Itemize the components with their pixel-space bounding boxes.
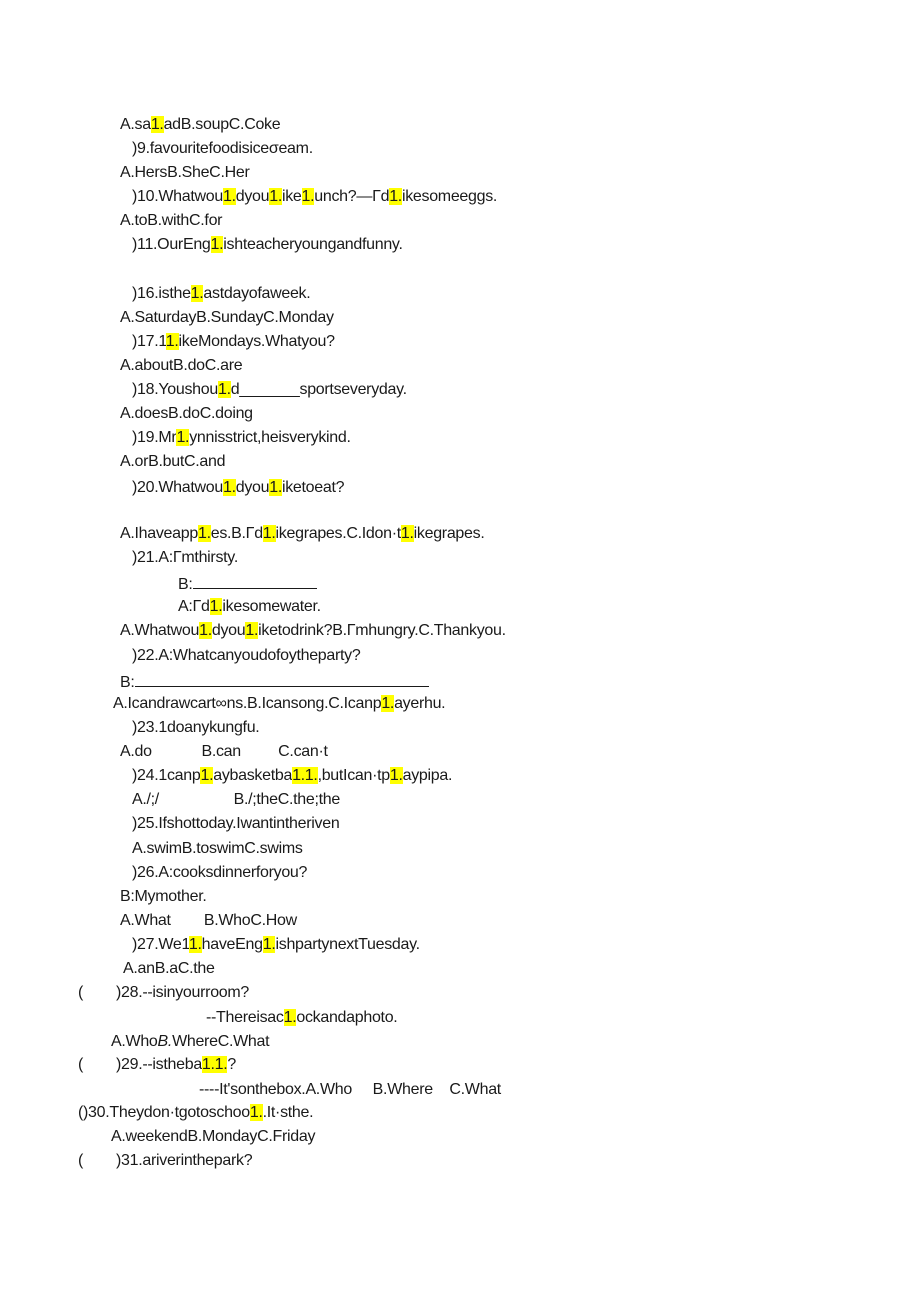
line-text: A.anB.aC.the [123, 960, 215, 977]
answer-paren: ( [78, 1152, 84, 1169]
highlighted-text: 1. [190, 285, 204, 302]
worksheet-line [132, 332, 335, 352]
line-text: ikesomeeggs. [401, 188, 498, 205]
worksheet-line [111, 1032, 269, 1052]
worksheet-line [132, 863, 307, 883]
highlighted-text: 1. [165, 333, 179, 350]
line-text: dyou [211, 622, 246, 639]
worksheet-line [120, 742, 328, 762]
highlighted-text: 1. [150, 116, 164, 133]
line-text: ishpartynextTuesday. [275, 936, 420, 953]
worksheet-line [120, 308, 334, 328]
line-text: )21.A:Γmthirsty. [132, 549, 238, 566]
line-text: ----It'sonthebox.A.Who B.Where C.What [199, 1081, 501, 1098]
line-text: )31.ariverinthepark? [116, 1152, 253, 1169]
line-text: aypipa. [402, 767, 453, 784]
line-text: A.aboutB.doC.are [120, 357, 243, 374]
line-text: )29.--istheba [116, 1056, 202, 1073]
line-text: A.Who [111, 1033, 158, 1050]
line-text: ike [281, 188, 302, 205]
highlighted-text: 1. [283, 1009, 297, 1026]
line-text: )28.--isinyourroom? [116, 984, 250, 1001]
line-text: A.swimB.toswimC.swims [132, 840, 303, 857]
highlighted-text: 1. [222, 188, 236, 205]
line-text: ikegrapes. [413, 525, 485, 542]
line-text: A:Γd [178, 598, 210, 615]
worksheet-line [120, 524, 484, 544]
highlighted-text: 1. [262, 936, 276, 953]
worksheet-line [120, 163, 249, 183]
line-text: ,butIcan·tp [317, 767, 390, 784]
worksheet-line [120, 404, 253, 424]
line-text: d_______sportseveryday. [230, 381, 407, 398]
worksheet-line [132, 718, 259, 738]
line-text: A.weekendB.MondayC.Friday [111, 1128, 316, 1145]
worksheet-line [132, 428, 351, 448]
highlighted-text: 1. [176, 429, 190, 446]
worksheet-line [123, 959, 215, 979]
line-text: A.SaturdayB.SundayC.Monday [120, 309, 334, 326]
highlighted-text: 1. [389, 767, 403, 784]
highlighted-text: 1. [389, 188, 402, 205]
highlighted-text: 1. [188, 936, 202, 953]
line-text: )18.Youshou [132, 381, 218, 398]
line-text: A.doesB.doC.doing [120, 405, 253, 422]
line-text: ockandaphoto. [296, 1009, 398, 1026]
worksheet-line [132, 139, 313, 159]
worksheet-line [132, 814, 339, 834]
line-text: es.B.Γd [210, 525, 263, 542]
line-text: dyou [235, 188, 270, 205]
worksheet-line [132, 548, 238, 568]
worksheet-line [132, 478, 344, 498]
line-text: )23.1doanykungfu. [132, 719, 260, 736]
worksheet-line [132, 187, 497, 207]
highlighted-text: 1.1. [201, 1056, 228, 1073]
line-text: dyou [235, 479, 270, 496]
worksheet-line [132, 839, 303, 859]
highlighted-text: 1. [209, 598, 223, 615]
worksheet-line [120, 356, 242, 376]
highlighted-text: 1. [245, 622, 259, 639]
line-text: A.What B.WhoC.How [120, 912, 297, 929]
line-text: )11.OurEng [132, 236, 211, 253]
highlighted-text: 1. [381, 695, 395, 712]
highlighted-text: 1. [400, 525, 414, 542]
worksheet-line [132, 935, 420, 955]
worksheet-line [120, 211, 222, 231]
highlighted-text: 1. [222, 479, 236, 496]
line-text: )24.1canp [132, 767, 201, 784]
line-text: WhereC.What [172, 1033, 270, 1050]
worksheet-line [132, 284, 310, 304]
line-text: ? [227, 1056, 237, 1073]
worksheet-line [132, 766, 452, 786]
line-text: ayerhu. [394, 695, 446, 712]
line-text: A.Icandrawcart∞ns.B.Icansong.C.Icanp [113, 695, 382, 712]
line-text: A.Ihaveapp [120, 525, 198, 542]
line-text: iketoeat? [281, 479, 345, 496]
line-text: ()30.Theydon·tgotoschoo [78, 1104, 250, 1121]
line-text: B. [157, 1033, 173, 1050]
line-text: A./;/ B./;theC.the;the [132, 791, 340, 808]
line-text: )17.1 [132, 333, 166, 350]
highlighted-text: 1. [199, 622, 212, 639]
line-text: )22.A:Whatcanyoudofoytheparty? [132, 647, 361, 664]
line-text: )27.We1 [132, 936, 189, 953]
worksheet-line [120, 115, 280, 135]
line-text: )25.Ifshottoday.Iwantintheriven [132, 815, 340, 832]
line-text: A.HersB.SheC.Her [120, 164, 250, 181]
highlighted-text: 1.1. [292, 767, 318, 784]
answer-paren: ( [78, 1056, 84, 1073]
answer-blank [135, 670, 429, 687]
worksheet-line [178, 597, 321, 617]
worksheet-line [132, 235, 403, 255]
line-text: .It·sthe. [262, 1104, 314, 1121]
worksheet-line [78, 983, 249, 1003]
line-text: ynnisstrict,heisverykind. [189, 429, 351, 446]
highlighted-text: 1. [262, 525, 276, 542]
line-text: haveEng [201, 936, 263, 953]
line-text: ikegrapes.C.Idon·t [275, 525, 401, 542]
line-text: ishteacheryoungandfunny. [223, 236, 403, 253]
worksheet-line [120, 670, 429, 693]
highlighted-text: 1. [269, 188, 282, 205]
worksheet-line [120, 911, 297, 931]
worksheet-line [113, 694, 445, 714]
worksheet-line [78, 1055, 236, 1075]
worksheet-line [178, 572, 317, 595]
line-text: A.sa [120, 116, 151, 133]
line-text: --Thereisac [206, 1009, 284, 1026]
highlighted-text: 1. [249, 1104, 263, 1121]
highlighted-text: 1. [217, 381, 231, 398]
line-text: )19.Mr [132, 429, 177, 446]
worksheet-line [120, 452, 225, 472]
line-text: )10.Whatwou [132, 188, 223, 205]
highlighted-text: 1. [269, 479, 282, 496]
worksheet-line [78, 1151, 252, 1171]
line-text: iketodrink?B.Γmhungry.C.Thankyou. [258, 622, 506, 639]
worksheet-line [206, 1008, 397, 1028]
highlighted-text: 1. [210, 236, 224, 253]
line-text: A.Whatwou [120, 622, 200, 639]
worksheet-line [132, 380, 407, 400]
highlighted-text: 1. [197, 525, 211, 542]
worksheet-line [120, 621, 506, 641]
line-text: astdayofaweek. [203, 285, 311, 302]
line-text: ikeMondays.Whatyou? [178, 333, 335, 350]
line-text: unch?—Γd [314, 188, 390, 205]
answer-blank [193, 572, 317, 589]
line-text: )26.A:cooksdinnerforyou? [132, 864, 308, 881]
worksheet-line [120, 887, 207, 907]
line-text: B: [178, 576, 193, 593]
line-text: A.do B.can C.can·t [120, 743, 328, 760]
line-text: )9.favouritefoodisiceσeam. [132, 140, 313, 157]
line-text: )16.isthe [132, 285, 191, 302]
answer-paren: ( [78, 984, 84, 1001]
line-text: A.toB.withC.for [120, 212, 223, 229]
worksheet-line [132, 646, 360, 666]
line-text: adB.soupC.Coke [163, 116, 281, 133]
line-text: ikesomewater. [222, 598, 321, 615]
line-text: B:Mymother. [120, 888, 207, 905]
worksheet-line [199, 1080, 501, 1100]
line-text: B: [120, 674, 135, 691]
highlighted-text: 1. [200, 767, 214, 784]
line-text: A.orB.butC.and [120, 453, 226, 470]
worksheet-line [78, 1103, 313, 1123]
line-text: aybasketba [213, 767, 293, 784]
worksheet-line [111, 1127, 315, 1147]
highlighted-text: 1. [301, 188, 315, 205]
line-text: )20.Whatwou [132, 479, 223, 496]
worksheet-line [132, 790, 340, 810]
